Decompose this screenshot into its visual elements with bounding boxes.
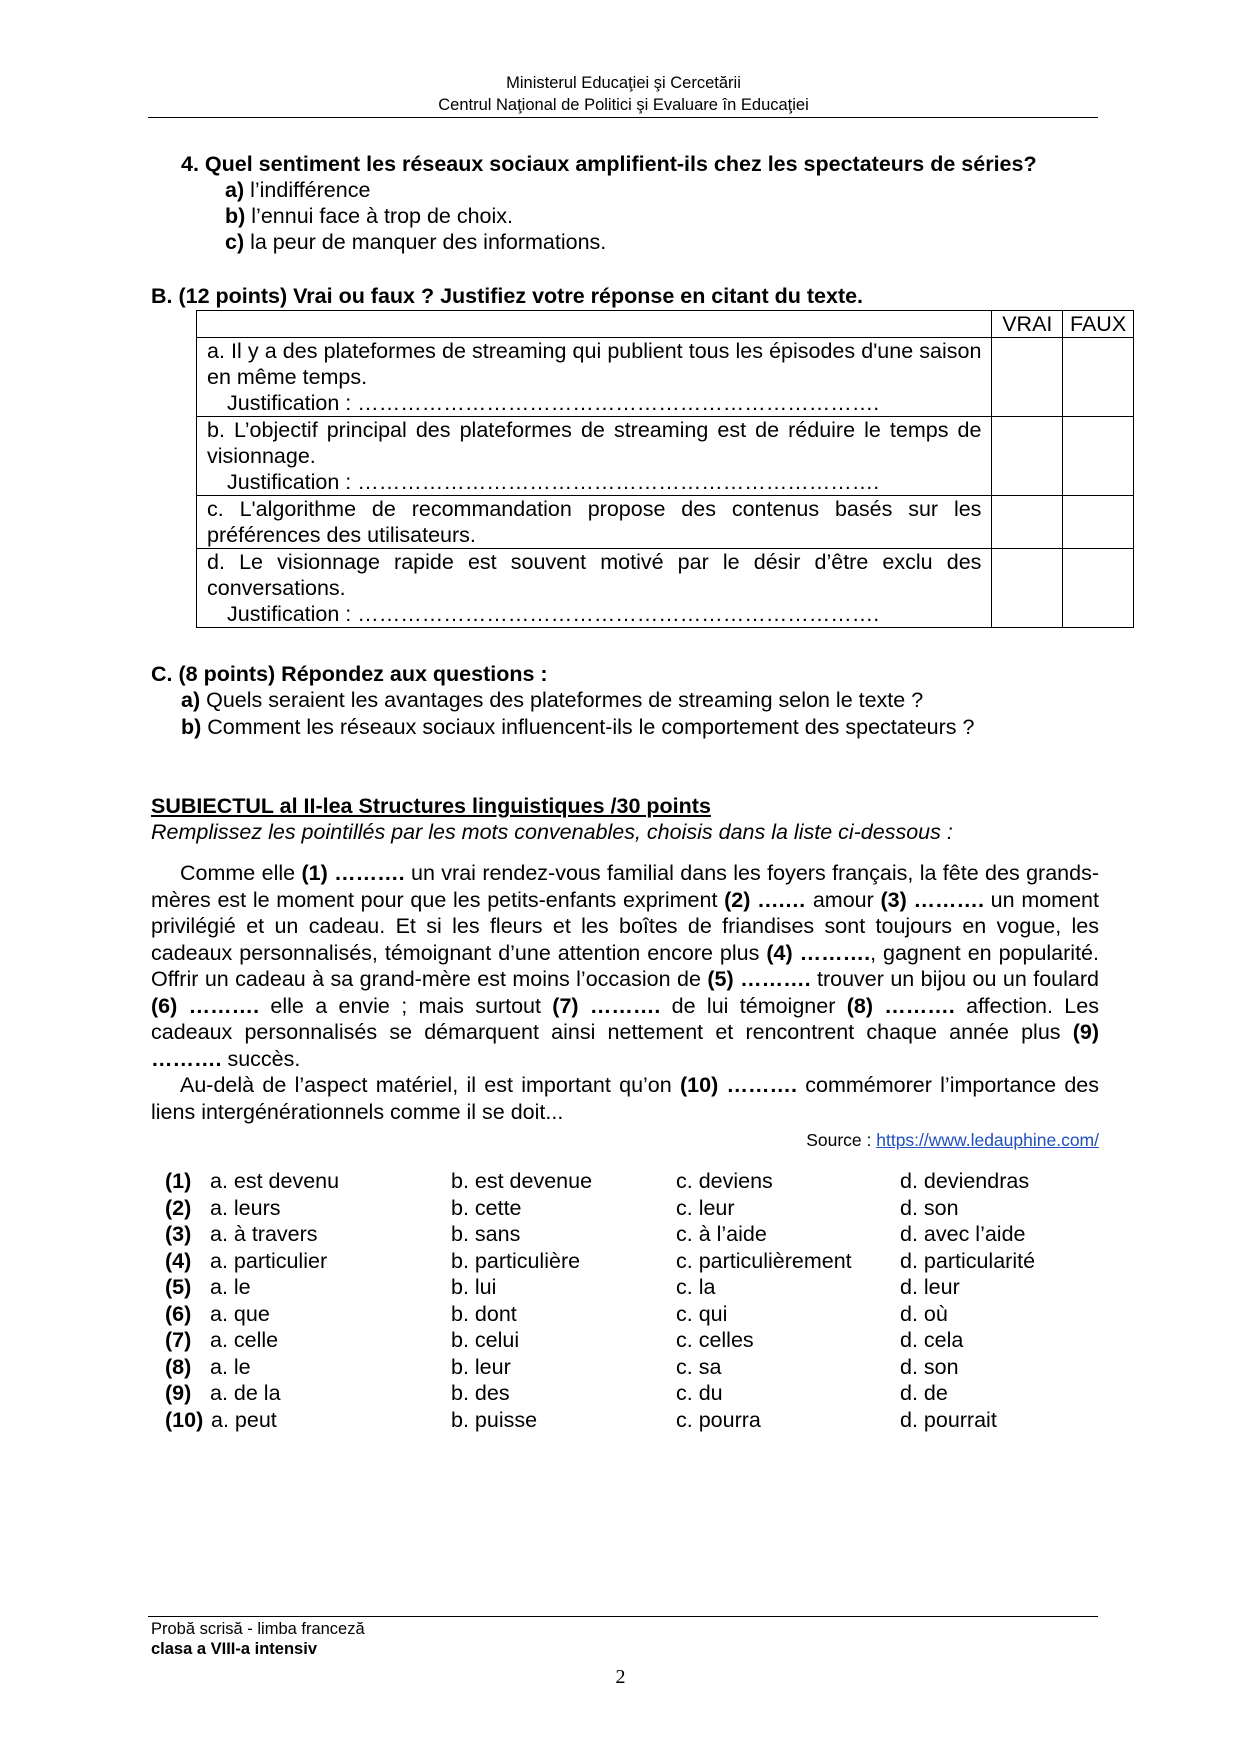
option-d[interactable]: d. pourrait (900, 1407, 997, 1432)
section-c-letter-a: a) (181, 688, 201, 712)
gap-10[interactable]: (10) ………. (680, 1073, 797, 1097)
q4-option-c-letter: c) (225, 230, 245, 254)
option-d[interactable]: d. son (900, 1195, 959, 1220)
gap-5[interactable]: (5) ………. (707, 967, 811, 991)
option-a[interactable]: a. leurs (210, 1195, 281, 1220)
option-a[interactable]: a. le (210, 1275, 251, 1299)
gap-7[interactable]: (7) ………. (552, 993, 661, 1018)
source-line (806, 1130, 1099, 1151)
option-a[interactable]: a. à travers (210, 1222, 318, 1246)
table-row (197, 496, 1134, 549)
option-c[interactable]: c. sa (676, 1354, 722, 1379)
q4-option-b-text: l’ennui face à trop de choix. (245, 204, 514, 228)
gap-8[interactable]: (8) ………. (846, 993, 955, 1018)
statement-a: a. Il y a des plateformes de streaming qui publient tous les épisodes d'une saison en même temps. (207, 339, 982, 389)
table-row (197, 417, 1134, 496)
option-number: (7) (165, 1328, 192, 1352)
section-c-letter-b: b) (181, 715, 202, 739)
section-c-title: C. (8 points) Répondez aux questions : (151, 662, 548, 686)
page-number: 2 (615, 1666, 626, 1688)
q4-option-c-text: la peur de manquer des informations. (244, 230, 607, 254)
option-b[interactable]: b. leur (451, 1354, 511, 1379)
option-number: (3) (165, 1222, 192, 1246)
gap-3[interactable]: (3) ………. (880, 887, 984, 912)
option-b[interactable]: b. est devenue (451, 1169, 593, 1193)
vrai-cell-b[interactable] (992, 417, 1063, 496)
subject2-title: SUBIECTUL al II-lea Structures linguistiques /30 points (151, 794, 711, 818)
option-number: (6) (165, 1301, 192, 1326)
text-run: amour (806, 887, 881, 912)
section-c-text-b: Comment les réseaux sociaux influencent-ils le comportement des spectateurs ? (201, 715, 975, 739)
option-b[interactable]: b. lui (451, 1275, 497, 1299)
q4-option-a-text: l’indifférence (244, 178, 371, 202)
section-c-question-b (181, 714, 974, 740)
text-run: un moment privilégié et un cadeau. Et si les fleurs et les boîtes de friandises sont toujours en vogue, les cadeaux personnalisés, témoignant d’une attention encore plus (151, 887, 1099, 965)
gap-6[interactable]: (6) ………. (151, 993, 260, 1018)
option-b[interactable]: b. celui (451, 1328, 520, 1352)
statement-b: b. L’objectif principal des plateformes de streaming est de réduire le temps de visionnage. (207, 418, 982, 468)
option-c[interactable]: c. leur (676, 1195, 735, 1220)
header-rule (148, 117, 1098, 118)
vrai-cell-d[interactable] (992, 549, 1063, 628)
gap-fill-paragraph-2 (151, 1072, 1099, 1125)
option-number: (5) (165, 1275, 192, 1299)
footer-exam: Probă scrisă - limba franceză (151, 1620, 365, 1638)
text-run: un vrai rendez-vous familial dans les foyers français, la fête des grands-mères est le moment pour que les petits-enfants expriment (151, 861, 1099, 912)
text-run: succès. (221, 1046, 301, 1071)
option-a[interactable]: a. peut (211, 1407, 277, 1432)
option-d[interactable]: d. particularité (900, 1248, 1036, 1273)
text-run: commémorer l’importance des liens intergénérationnels comme il se doit... (151, 1073, 1100, 1124)
subject2-instruction: Remplissez les pointillés par les mots convenables, choisis dans la liste ci-dessous : (151, 820, 953, 844)
faux-cell-c[interactable] (1063, 496, 1134, 549)
text-run: affection. Les cadeaux personnalisés se démarquent ainsi nettement et rencontrent chaque année plus (151, 993, 1099, 1044)
section-c-question-a (181, 687, 923, 713)
option-c[interactable]: c. celles (676, 1328, 754, 1352)
statement-d: d. Le visionnage rapide est souvent motivé par le désir d’être exclu des conversations. (207, 550, 982, 600)
justification-a[interactable]: Justification : ………………………………………………………………. (227, 391, 880, 415)
true-false-table (196, 310, 1134, 628)
faux-cell-b[interactable] (1063, 417, 1134, 496)
option-a[interactable]: a. que (210, 1301, 270, 1326)
option-b[interactable]: b. puisse (451, 1407, 538, 1432)
option-c[interactable]: c. à l’aide (676, 1222, 767, 1246)
q4-option-c (225, 229, 606, 255)
footer-class: clasa a VIII-a intensiv (151, 1640, 317, 1658)
option-number: (1) (165, 1169, 192, 1193)
option-a[interactable]: a. le (210, 1354, 251, 1379)
vrai-cell-c[interactable] (992, 496, 1063, 549)
text-run: trouver un bijou ou un foulard (810, 967, 1099, 991)
option-d[interactable]: d. cela (900, 1328, 964, 1352)
option-b[interactable]: b. particulière (451, 1248, 581, 1273)
statement-c: c. L'algorithme de recommandation propose des contenus basés sur les préférences des utilisateurs. (207, 497, 982, 547)
q4-title: 4. Quel sentiment les réseaux sociaux amplifient-ils chez les spectateurs de séries? (181, 152, 1037, 176)
table-row (197, 549, 1134, 628)
table-row (197, 338, 1134, 417)
text-run: Comme elle (180, 861, 302, 885)
gap-9[interactable]: (9) ………. (151, 1020, 1099, 1071)
text-run: , gagnent en popularité. Offrir un cadeau à sa grand-mère est moins l’occasion de (151, 940, 1099, 991)
faux-cell-a[interactable] (1063, 338, 1134, 417)
option-d[interactable]: d. de (900, 1381, 948, 1405)
header-center: Centrul Naţional de Politici şi Evaluare în Educaţiei (438, 96, 809, 114)
option-a[interactable]: a. celle (210, 1328, 279, 1352)
text-run: elle a envie ; mais surtout (259, 993, 553, 1018)
q4-option-b-letter: b) (225, 204, 246, 228)
text-run: Au-delà de l’aspect matériel, il est important qu’on (180, 1073, 680, 1097)
section-b-title: B. (12 points) Vrai ou faux ? Justifiez votre réponse en citant du texte. (151, 284, 864, 308)
section-c-text-a: Quels seraient les avantages des plateformes de streaming selon le texte ? (200, 688, 924, 712)
table-header-row (197, 311, 1134, 338)
option-d[interactable]: d. leur (900, 1275, 960, 1299)
option-d[interactable]: d. où (900, 1301, 948, 1326)
option-number: (4) (165, 1248, 192, 1273)
vrai-cell-a[interactable] (992, 338, 1063, 417)
source-link[interactable]: https://www.ledauphine.com/ (876, 1130, 1099, 1150)
gap-fill-paragraph-1 (151, 860, 1099, 1072)
option-number: (10) (165, 1407, 204, 1432)
option-c[interactable]: c. particulièrement (676, 1248, 852, 1273)
option-d[interactable]: d. son (900, 1354, 959, 1379)
col-faux: FAUX (1063, 311, 1134, 338)
q4-option-b (225, 203, 513, 229)
col-vrai: VRAI (992, 311, 1063, 338)
option-c[interactable]: c. pourra (676, 1407, 761, 1432)
footer-rule (148, 1616, 1098, 1617)
q4-option-a (225, 177, 370, 203)
option-c[interactable]: c. du (676, 1381, 723, 1405)
option-b[interactable]: b. des (451, 1381, 510, 1405)
source-label: Source : (806, 1130, 877, 1150)
option-number: (9) (165, 1381, 192, 1405)
option-b[interactable]: b. cette (451, 1195, 522, 1220)
option-number: (8) (165, 1354, 192, 1379)
gap-2[interactable]: (2) ….… (724, 887, 807, 912)
option-b[interactable]: b. dont (451, 1301, 517, 1326)
option-a[interactable]: a. particulier (210, 1248, 328, 1273)
option-d[interactable]: d. deviendras (900, 1169, 1030, 1193)
option-c[interactable]: c. deviens (676, 1169, 773, 1193)
option-c[interactable]: c. la (676, 1275, 716, 1299)
option-c[interactable]: c. qui (676, 1301, 728, 1326)
q4-option-a-letter: a) (225, 178, 245, 202)
gap-1[interactable]: (1) ………. (301, 861, 405, 885)
header-ministry: Ministerul Educaţiei şi Cercetării (506, 74, 741, 92)
justification-b[interactable]: Justification : ………………………………………………………………. (227, 470, 880, 494)
option-number: (2) (165, 1195, 192, 1220)
gap-4[interactable]: (4) ………. (766, 940, 871, 965)
option-d[interactable]: d. avec l’aide (900, 1222, 1026, 1246)
faux-cell-d[interactable] (1063, 549, 1134, 628)
text-run: de lui témoigner (660, 993, 847, 1018)
option-a[interactable]: a. de la (210, 1381, 281, 1405)
justification-d[interactable]: Justification : ………………………………………………………………. (227, 602, 880, 626)
option-a[interactable]: a. est devenu (210, 1169, 340, 1193)
option-b[interactable]: b. sans (451, 1222, 521, 1246)
